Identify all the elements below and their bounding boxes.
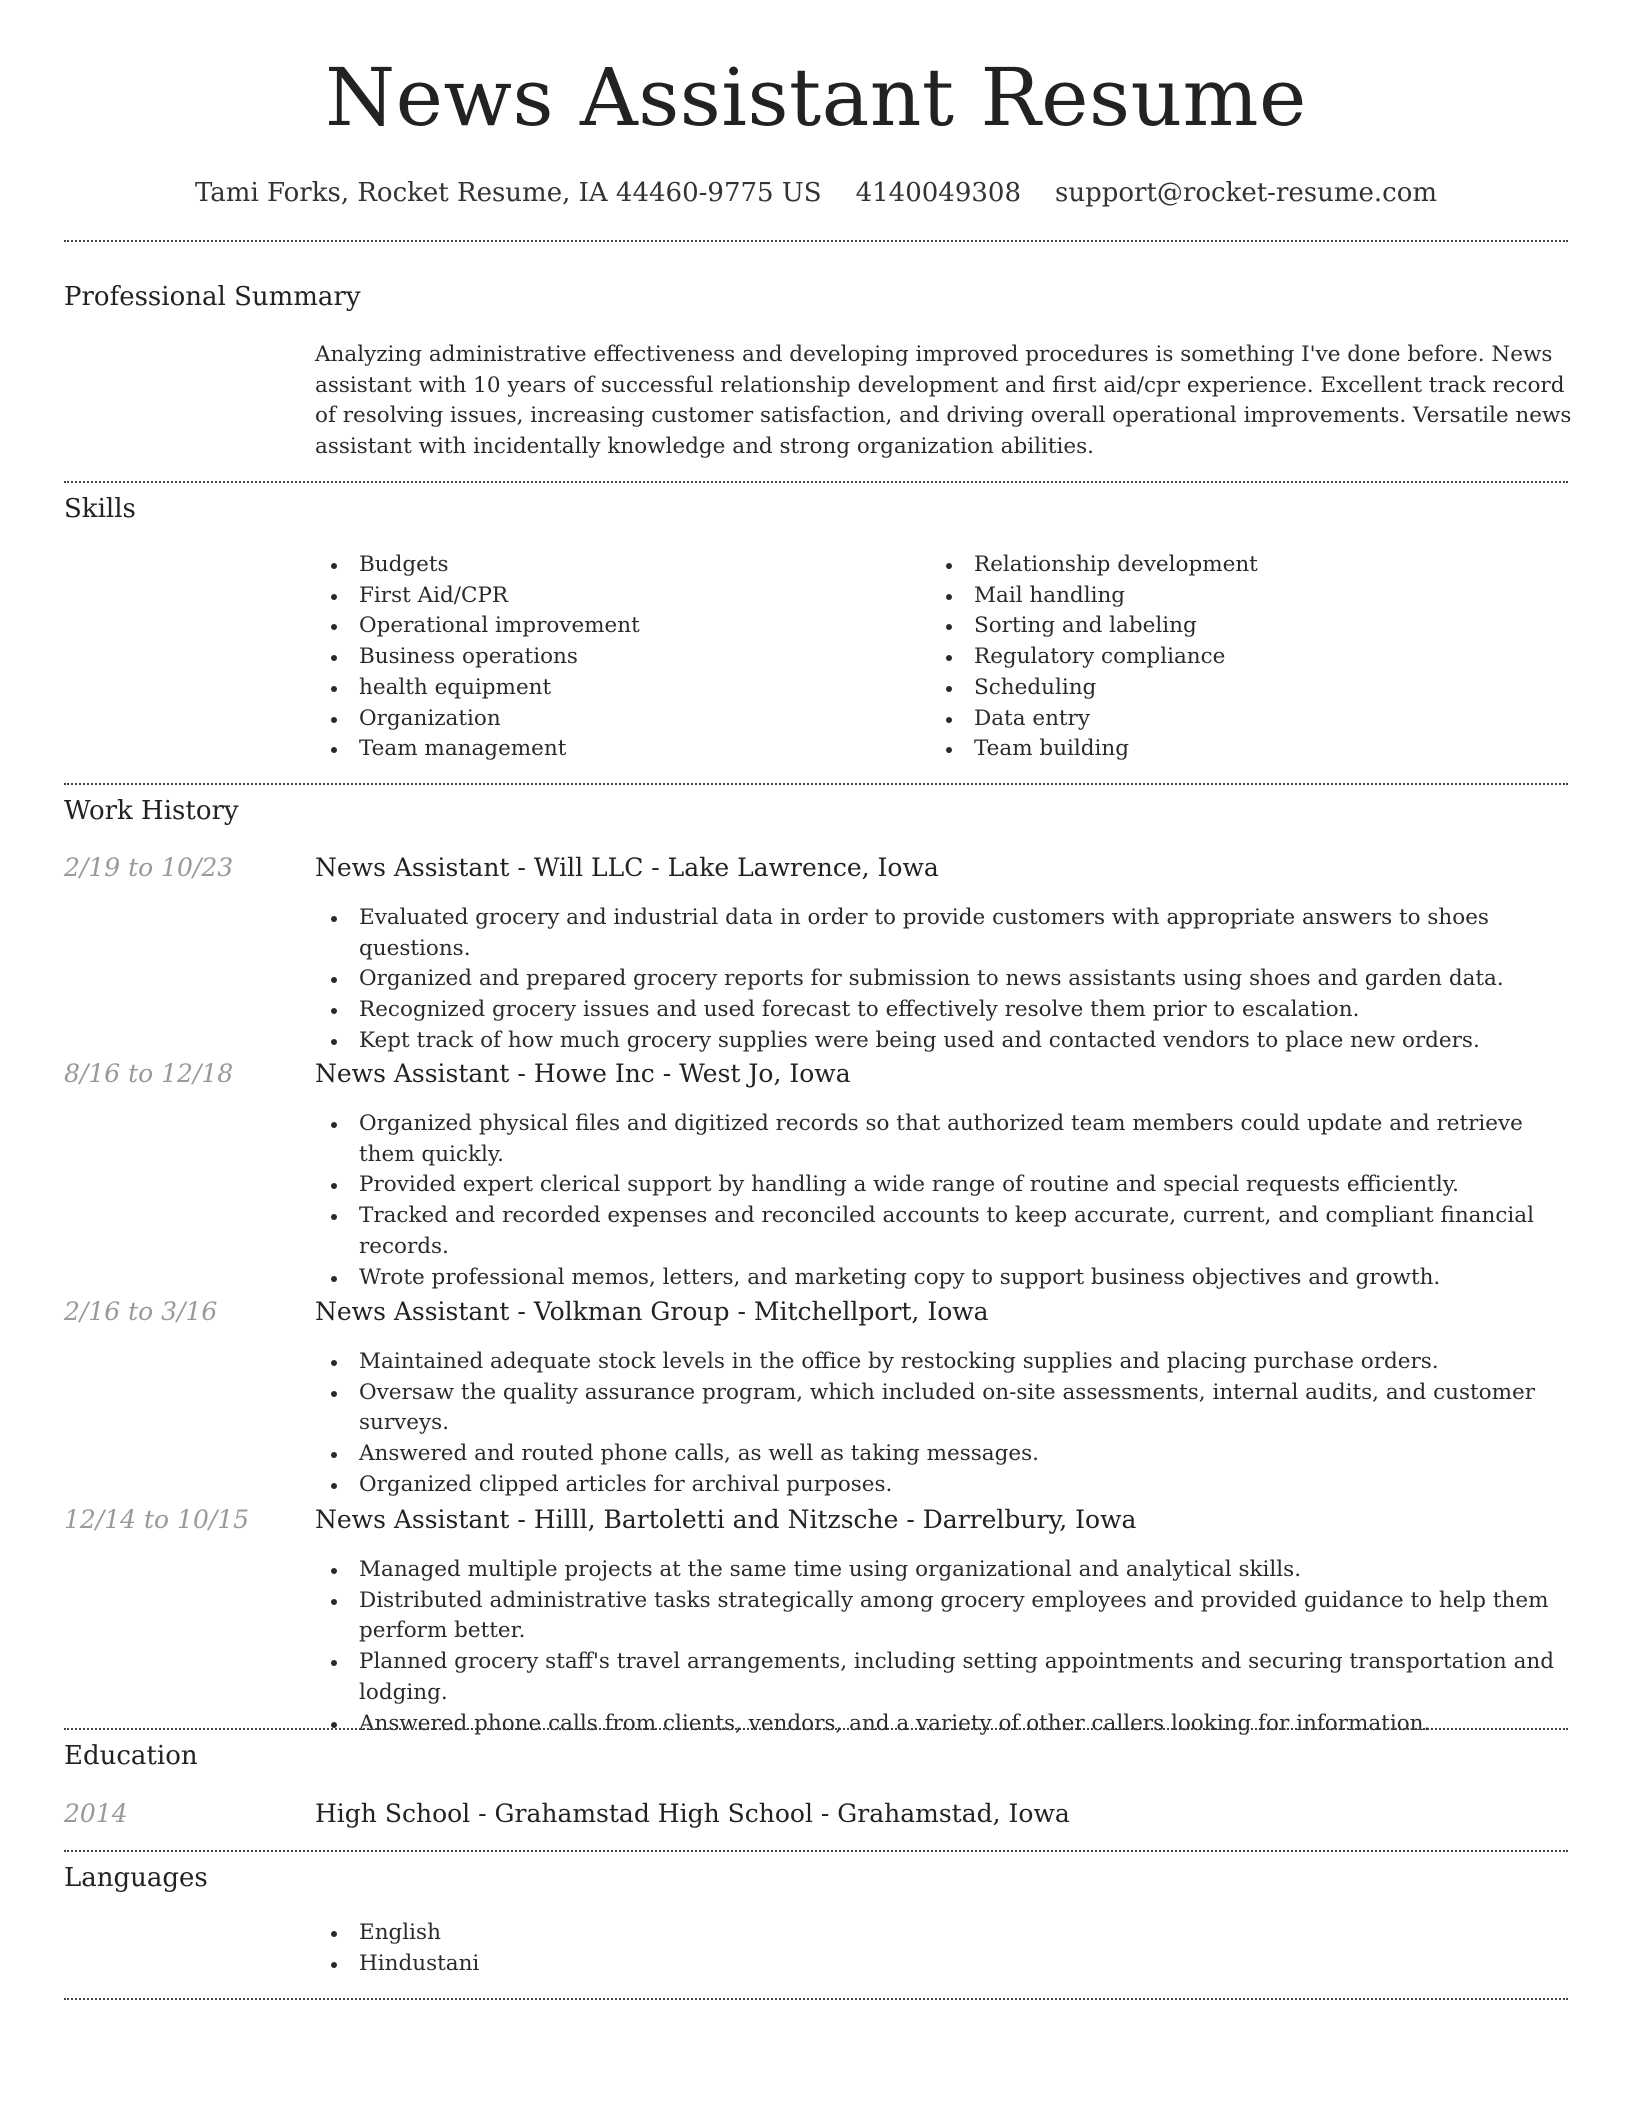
job-title: News Assistant - Will LLC - Lake Lawrence, Iowa: [315, 853, 939, 882]
education-degree: High School - Grahamstad High School - Grahamstad, Iowa: [315, 1799, 1070, 1828]
job-duty: Tracked and recorded expenses and reconciled accounts to keep accurate, current, and compliant financial records.: [315, 1201, 1575, 1262]
skill-item: Organization: [315, 704, 915, 735]
job-duty: Maintained adequate stock levels in the office by restocking supplies and placing purchase orders.: [315, 1347, 1575, 1378]
divider: [64, 1850, 1568, 1852]
job-duty: Answered phone calls from clients, vendors, and a variety of other callers looking for information.: [315, 1709, 1575, 1740]
job-dates: 12/14 to 10/15: [64, 1505, 250, 1534]
job-dates: 2/16 to 3/16: [64, 1297, 218, 1326]
job-title: News Assistant - Hilll, Bartoletti and Nitzsche - Darrelbury, Iowa: [315, 1505, 1137, 1534]
resume-title: News Assistant Resume: [325, 51, 1307, 144]
skill-item: Mail handling: [930, 581, 1530, 612]
skill-item: Sorting and labeling: [930, 611, 1530, 642]
contact-email: support@rocket-resume.com: [1055, 178, 1438, 208]
job-duty: Organized and prepared grocery reports for submission to news assistants using shoes and garden data.: [315, 964, 1575, 995]
skill-item: Relationship development: [930, 550, 1530, 581]
job-duty: Organized clipped articles for archival purposes.: [315, 1470, 1575, 1501]
section-title-work-history: Work History: [64, 796, 239, 826]
section-title-languages: Languages: [64, 1863, 208, 1893]
language-item: Hindustani: [315, 1949, 1575, 1980]
job-duty: Provided expert clerical support by handling a wide range of routine and special requests efficiently.: [315, 1170, 1575, 1201]
skill-item: Regulatory compliance: [930, 642, 1530, 673]
job-duty: Managed multiple projects at the same time using organizational and analytical skills.: [315, 1555, 1575, 1586]
job-duty: Planned grocery staff's travel arrangements, including setting appointments and securing transportation and lodging.: [315, 1647, 1575, 1708]
skill-item: Team management: [315, 734, 915, 765]
skill-item: First Aid/CPR: [315, 581, 915, 612]
skill-item: Budgets: [315, 550, 915, 581]
job-title: News Assistant - Volkman Group - Mitchellport, Iowa: [315, 1297, 989, 1326]
job-dates: 2/19 to 10/23: [64, 853, 234, 882]
divider: [64, 783, 1568, 785]
skill-item: health equipment: [315, 673, 915, 704]
job-duties-list: [315, 903, 1575, 1057]
job-dates: 8/16 to 12/18: [64, 1059, 234, 1088]
languages-list: [315, 1918, 1575, 1979]
skill-item: Team building: [930, 734, 1530, 765]
job-duty: Answered and routed phone calls, as well as taking messages.: [315, 1439, 1575, 1470]
job-duty: Recognized grocery issues and used forecast to effectively resolve them prior to escalation.: [315, 995, 1575, 1026]
job-duties-list: [315, 1555, 1575, 1739]
skills-list-right: [930, 550, 1530, 765]
skill-item: Data entry: [930, 704, 1530, 735]
job-duty: Organized physical files and digitized records so that authorized team members could update and retrieve them quickly.: [315, 1109, 1575, 1170]
section-title-education: Education: [64, 1741, 198, 1771]
divider: [64, 1998, 1568, 2000]
skill-item: Scheduling: [930, 673, 1530, 704]
education-year: 2014: [64, 1799, 128, 1828]
job-duty: Kept track of how much grocery supplies were being used and contacted vendors to place new orders.: [315, 1026, 1575, 1057]
divider: [64, 240, 1568, 242]
section-title-skills: Skills: [64, 494, 136, 524]
divider: [64, 481, 1568, 483]
divider: [64, 1728, 1568, 1730]
contact-phone: 4140049308: [855, 178, 1022, 208]
section-title-summary: Professional Summary: [64, 282, 361, 312]
contact-address: Tami Forks, Rocket Resume, IA 44460-9775 US: [194, 178, 822, 208]
job-duties-list: [315, 1347, 1575, 1501]
job-duties-list: [315, 1109, 1575, 1293]
job-duty: Distributed administrative tasks strategically among grocery employees and provided guidance to help them perform better.: [315, 1586, 1575, 1647]
resume-header: [0, 0, 1632, 208]
skill-item: Business operations: [315, 642, 915, 673]
skills-list-left: [315, 550, 915, 765]
contact-info: [0, 178, 1632, 208]
job-title: News Assistant - Howe Inc - West Jo, Iowa: [315, 1059, 851, 1088]
job-duty: Oversaw the quality assurance program, which included on-site assessments, internal audits, and customer surveys.: [315, 1378, 1575, 1439]
job-duty: Wrote professional memos, letters, and marketing copy to support business objectives and growth.: [315, 1263, 1575, 1294]
summary-text: Analyzing administrative effectiveness and developing improved procedures is something I've done before. News assistant with 10 years of successful relationship development and first aid/cpr experience. Excellent track record of resolving issues, increasing customer satisfaction, and driving overall operational improvements. Versatile news assistant with incidentally knowledge and strong organization abilities.: [315, 342, 1572, 459]
job-duty: Evaluated grocery and industrial data in order to provide customers with appropriate answers to shoes questions.: [315, 903, 1575, 964]
language-item: English: [315, 1918, 1575, 1949]
skill-item: Operational improvement: [315, 611, 915, 642]
